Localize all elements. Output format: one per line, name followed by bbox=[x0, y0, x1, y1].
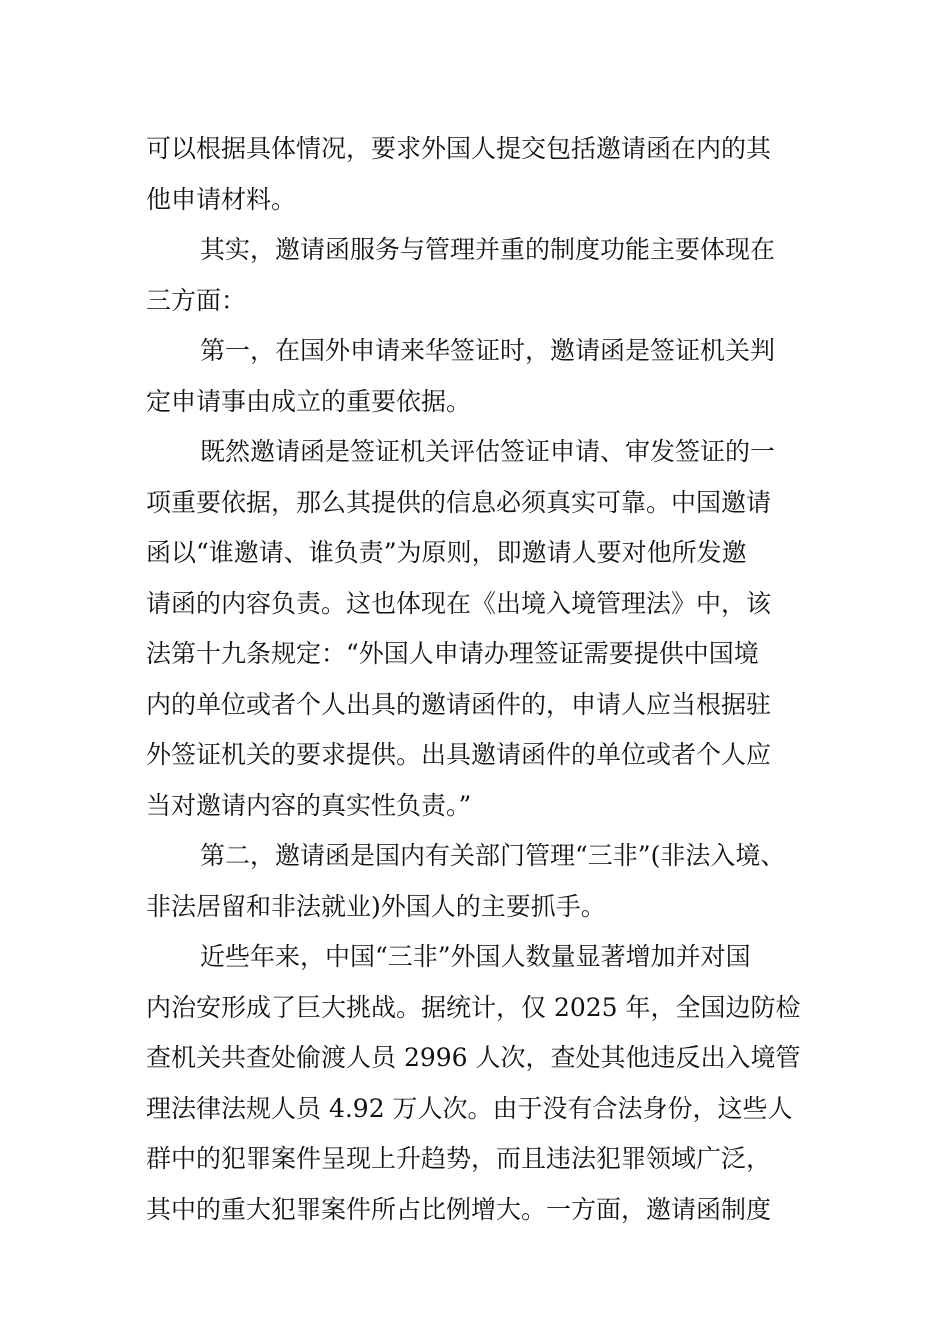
text-line: 请函的内容负责。这也体现在《出境入境管理法》中，该 bbox=[146, 588, 772, 618]
text-line: 其中的重大犯罪案件所占比例增大。一方面，邀请函制度 bbox=[146, 1194, 772, 1224]
text-line: 定申请事由成立的重要依据。 bbox=[146, 386, 472, 416]
text-line: 查机关共查处偷渡人员 2996 人次，查处其他违反出入境管 bbox=[146, 1043, 801, 1072]
text-line: 第二，邀请函是国内有关部门管理“三非”(非法入境、 bbox=[200, 841, 786, 870]
text-line: 非法居留和非法就业)外国人的主要抓手。 bbox=[146, 891, 606, 921]
text-line: 其实，邀请函服务与管理并重的制度功能主要体现在 bbox=[200, 235, 776, 264]
text-line: 函以“谁邀请、谁负责”为原则，即邀请人要对他所发邀 bbox=[146, 538, 747, 567]
text-line: 群中的犯罪案件呈现上升趋势，而且违法犯罪领域广泛， bbox=[146, 1144, 772, 1173]
text-line: 可以根据具体情况，要求外国人提交包括邀请函在内的其 bbox=[146, 134, 772, 163]
text-line: 理法律法规人员 4.92 万人次。由于没有合法身份，这些人 bbox=[146, 1093, 793, 1123]
text-line: 近些年来，中国“三非”外国人数量显著增加并对国 bbox=[200, 942, 751, 971]
text-line: 内的单位或者个人出具的邀请函件的，申请人应当根据驻 bbox=[146, 689, 772, 719]
text-line: 当对邀请内容的真实性负责。” bbox=[146, 790, 472, 820]
text-line: 项重要依据，那么其提供的信息必须真实可靠。中国邀请 bbox=[146, 487, 772, 517]
text-line: 法第十九条规定：“外国人申请办理签证需要提供中国境 bbox=[146, 639, 759, 668]
text-line: 既然邀请函是签证机关评估签证申请、审发签证的一 bbox=[200, 437, 776, 466]
text-line: 外签证机关的要求提供。出具邀请函件的单位或者个人应 bbox=[146, 740, 772, 769]
text-line: 第一，在国外申请来华签证时，邀请函是签证机关判 bbox=[200, 336, 776, 365]
text-line: 三方面： bbox=[146, 285, 247, 315]
text-line: 内治安形成了巨大挑战。据统计，仅 2025 年，全国边防检 bbox=[146, 992, 801, 1022]
text-line: 他申请材料。 bbox=[146, 184, 297, 214]
body-text bbox=[146, 124, 816, 1235]
